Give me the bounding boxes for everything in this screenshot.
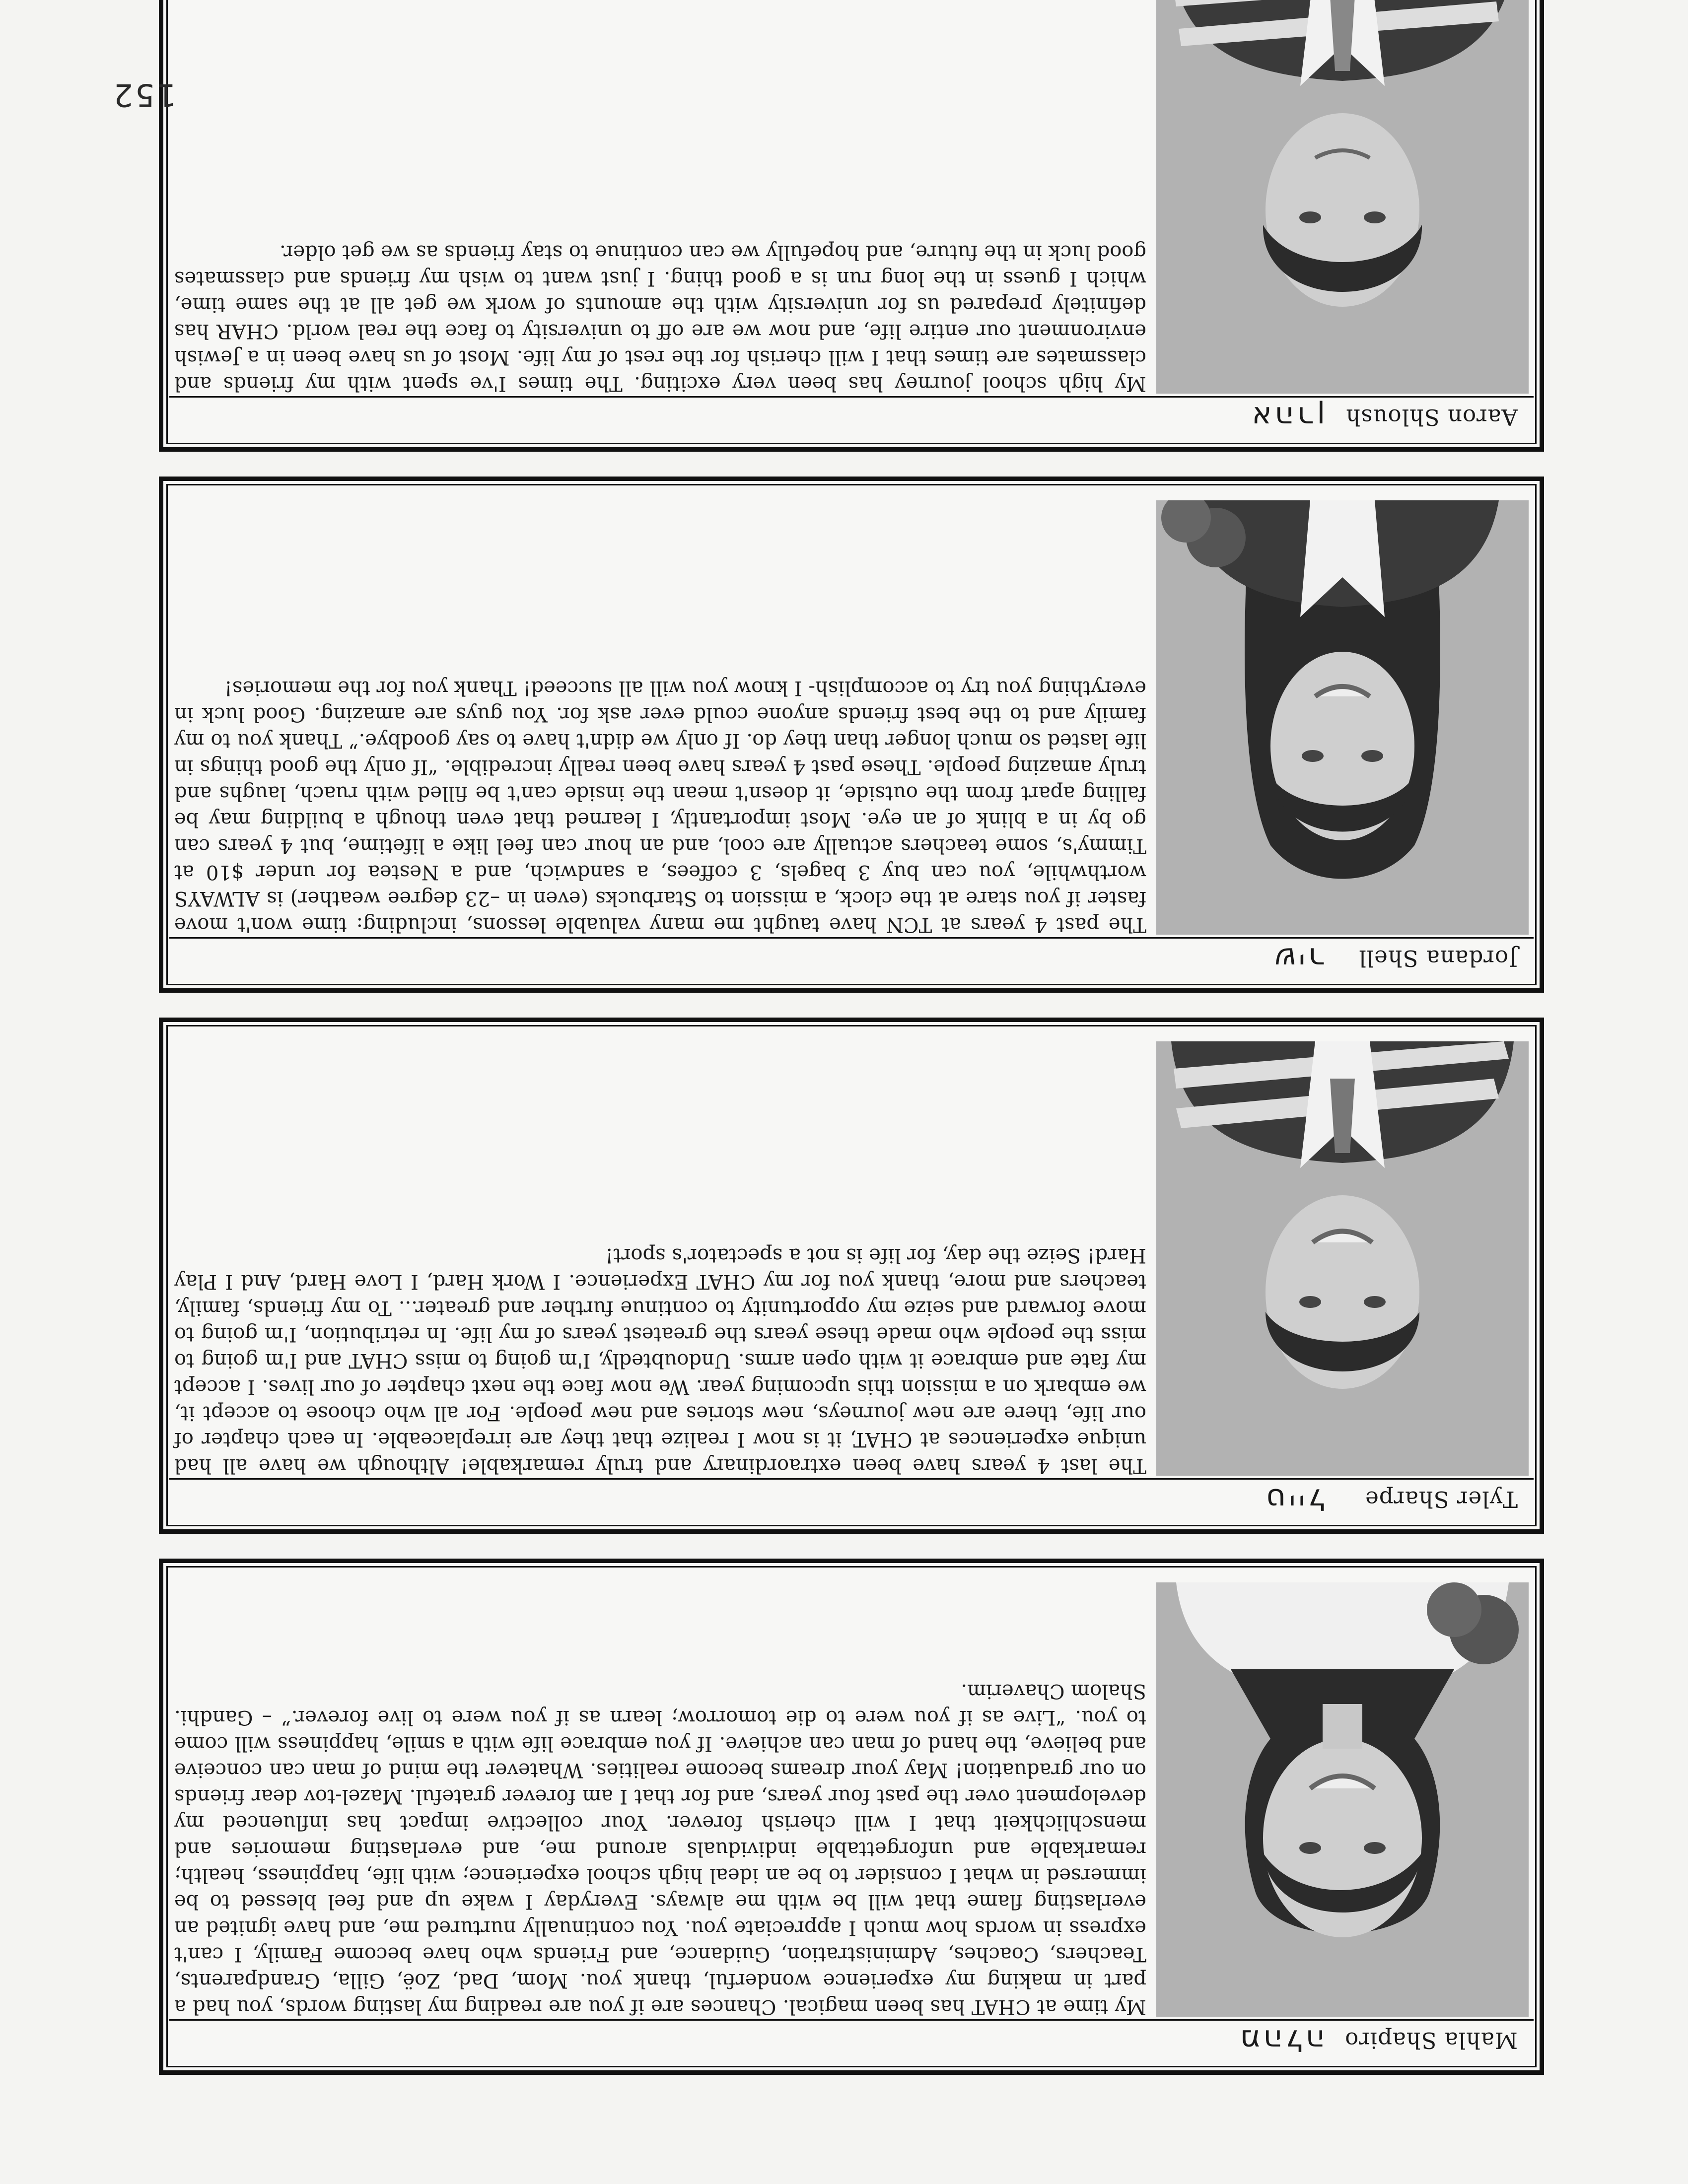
student-photo [1156,500,1529,935]
student-name: Aaron Shloush [1345,404,1518,430]
student-photo [1156,1041,1529,1476]
student-message: The last 4 years have been extraordinary and truly remarkable! Although we have all had unique experiences at CHAT, it is now I realize that they are irreplaceable. In each chapter of our life, there are new journeys, new stories and new people. For all who choose to accept it, we embark on a mission this upcoming year. We now face the next chapter of our lives. I accept my fate and embrace it with open arms. Undoubtedly, I'm going to miss CHAT and I'm going to miss the people who made these years the greatest years of my life. In retribution, I'm going to move forward and seize my opportunity to continue further and greater... To my friends, family, teachers and more, thank you for my CHAT Experience. I Work Hard, I Love Hard, And I Play Hard! Seize the day, for life is not a spectator's sport! [174,1244,1146,1477]
name-bar [169,1478,1534,1523]
student-photo [1156,1582,1529,2017]
student-entry [159,1018,1544,1534]
student-photo [1156,0,1529,394]
name-bar [169,2019,1534,2064]
hebrew-name: שיר [1271,941,1325,975]
student-name: Tyler Sharpe [1365,1486,1518,1512]
name-bar [169,937,1534,982]
hebrew-name: מהלה [1237,2023,1325,2057]
hebrew-name: אהרן [1249,400,1325,434]
student-name: Jordana Shell [1358,945,1518,971]
student-message: The past 4 years at TCN have taught me many valuable lessons, including: time won't move faster if you stare at the clock, a mission to Starbucks (even in –23 degree weather) is ALWAYS worthwhile, you can buy 3 bagels, 3 coffees, a sandwich, and a Nestea for under $10 at Timmy's, some teachers actually are cool, and an hour can feel like a lifetime, but 4 years can go by in a blink of an eye. Most importantly, I learned that even though a building may be falling apart from the outside, it doesn't mean the inside can't be filled with ruach, laughs and truly amazing people. These past 4 years have been really incredible. “If only the good things in life lasted so much longer than they do. If only we didn't have to say goodbye.” Thank you to my family and to the best friends anyone could ever ask for. You guys are amazing. Good luck in everything you try to accomplish- I know you will all succeed! Thank you for the memories! [174,677,1146,936]
student-message: My high school journey has been very exciting. The times I've spent with my friends and classmates are times that I will cherish for the rest of my life. Most of us have been in a Jewish environment our entire life, and now we are off to university to face the real world. CHAR has definitely prepared us for university with the amounts of work we get all at the same time, which I guess in the long run is a good thing. I just want to wish my friends and classmates good luck in the future, and hopefully we can continue to stay friends as we get older. [174,241,1146,395]
name-bar [169,396,1534,441]
student-entry [159,1559,1544,2075]
student-name: Mahla Shapiro [1344,2027,1518,2053]
hebrew-name: טייל [1264,1482,1325,1516]
student-entry [159,477,1544,993]
page-number: 152 [111,77,176,113]
student-entry [159,0,1544,452]
student-message: My time at CHAT has been magical. Chances are if you are reading my lasting words, you had a part in making my experience wonderful, thank you. Mom, Dad, Zoë, Gilla, Grandparents, Teachers, Coaches, Administration, Guidance, and Friends who have become Family, I can't express in words how much I appreciate you. You continually nurtured me, and have ignited an everlasting flame that will be with me always. Everyday I wake up and feel blessed to be immersed in what I consider to be an ideal high school experience; with life, happiness, health; remarkable and unforgettable individuals around me, and everlasting memories and menschlichkeit that I will cherish forever. Your collective impact has influenced my development over the past four years, and for that I am forever grateful. Mazel-tov dear friends on our graduation! May your dreams become realities. Whatever the mind of man can conceive and believe, the hand of man can achieve. If you embrace life with a smile, happiness will come to you. “Live as if you were to die tomorrow; learn as if you were to live forever.” – Gandhi. Shalom Chaverim. [174,1680,1146,2018]
